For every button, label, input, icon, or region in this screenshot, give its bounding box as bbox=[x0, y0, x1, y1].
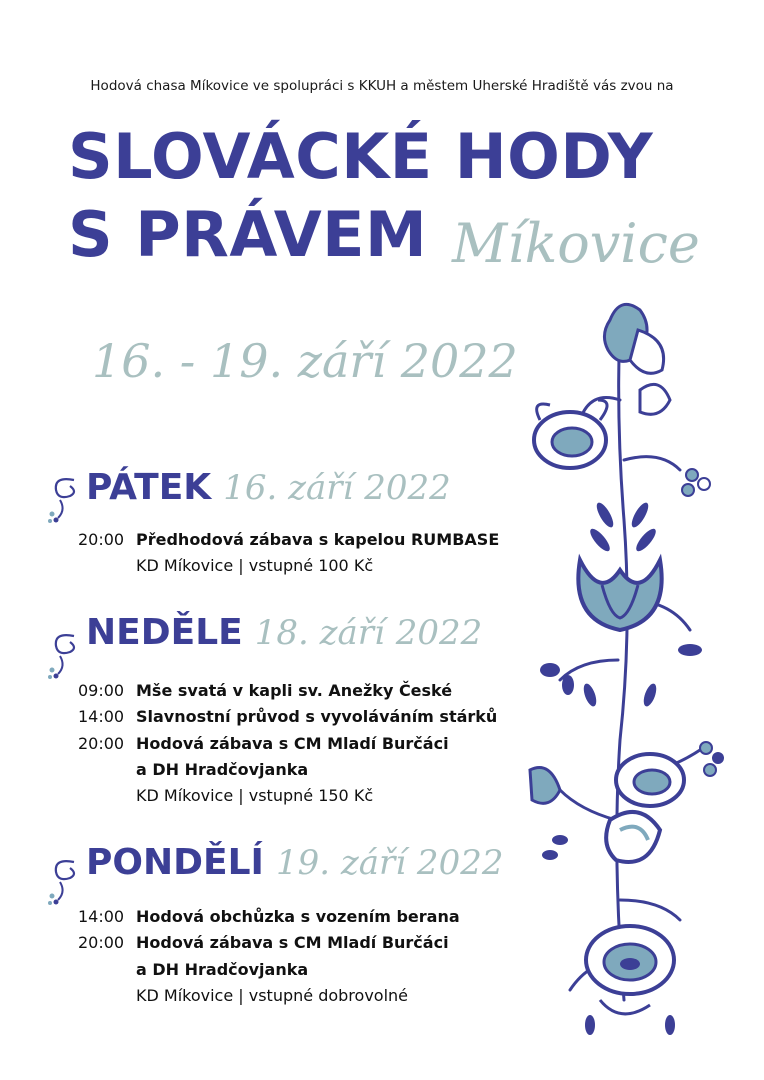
event-title: Hodová obchůzka s vozením berana bbox=[136, 907, 460, 926]
event-title: Hodová zábava s CM Mladí Burčáci bbox=[136, 734, 449, 753]
event-time: 20:00 bbox=[78, 734, 125, 753]
event-row bbox=[78, 935, 449, 951]
event-venue: KD Míkovice | vstupné dobrovolné bbox=[136, 986, 408, 1005]
event-time: 14:00 bbox=[78, 907, 125, 926]
event-venue: KD Míkovice | vstupné 100 Kč bbox=[136, 556, 374, 575]
title-place: Míkovice bbox=[452, 212, 700, 275]
day-name: NEDĚLE bbox=[86, 612, 243, 653]
event-time: 20:00 bbox=[78, 933, 125, 952]
intro-text: Hodová chasa Míkovice ve spolupráci s KKUH a městem Uherské Hradiště vás zvou na bbox=[90, 78, 674, 94]
event-time: 09:00 bbox=[78, 681, 125, 700]
event-title: Hodová zábava s CM Mladí Burčáci bbox=[136, 933, 449, 952]
day-date: 18. září 2022 bbox=[254, 613, 483, 653]
day-date: 19. září 2022 bbox=[275, 843, 504, 883]
event-row bbox=[78, 683, 452, 699]
day-name: PONDĚLÍ bbox=[86, 842, 264, 883]
event-time: 14:00 bbox=[78, 707, 125, 726]
swirl-icon bbox=[44, 852, 84, 908]
event-title-cont: a DH Hradčovjanka bbox=[136, 960, 309, 979]
folk-floral-ornament bbox=[520, 300, 735, 1040]
day-date: 16. září 2022 bbox=[223, 468, 451, 508]
day-heading-nedele bbox=[86, 612, 483, 653]
event-row bbox=[78, 709, 497, 725]
event-title: Slavnostní průvod s vyvoláváním stárků bbox=[136, 707, 498, 726]
event-row bbox=[78, 736, 449, 752]
event-title-cont: a DH Hradčovjanka bbox=[136, 760, 309, 779]
day-heading-pondeli bbox=[86, 842, 504, 883]
event-time: 20:00 bbox=[78, 530, 125, 549]
title-line-1: SLOVÁCKÉ HODY bbox=[68, 120, 654, 193]
event-dates: 16. - 19. září 2022 bbox=[92, 334, 518, 388]
day-heading-patek bbox=[86, 467, 451, 508]
event-venue: KD Míkovice | vstupné 150 Kč bbox=[136, 786, 374, 805]
event-row bbox=[78, 909, 460, 925]
event-row bbox=[78, 532, 499, 548]
event-title: Předhodová zábava s kapelou RUMBASE bbox=[136, 530, 500, 549]
swirl-icon bbox=[44, 470, 84, 526]
day-name: PÁTEK bbox=[86, 467, 212, 508]
swirl-icon bbox=[44, 626, 84, 682]
event-title: Mše svatá v kapli sv. Anežky České bbox=[136, 681, 453, 700]
title-line-2: S PRÁVEM bbox=[68, 198, 428, 271]
